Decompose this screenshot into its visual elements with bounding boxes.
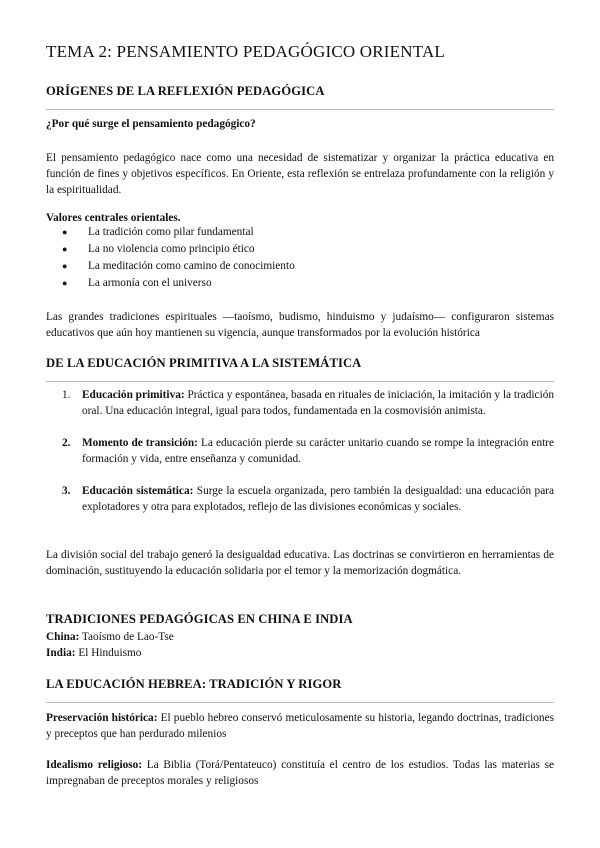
- values-block: [46, 212, 554, 292]
- section-heading: LA EDUCACIÓN HEBREA: TRADICIÓN Y RIGOR: [46, 677, 342, 691]
- values-list: [46, 224, 554, 292]
- intro-paragraph: [46, 150, 554, 198]
- closing-paragraph: [46, 309, 554, 341]
- item-number: 1.: [62, 389, 71, 401]
- item-term: Educación sistemática:: [82, 485, 194, 497]
- paragraph-text: [46, 710, 554, 742]
- item-term: Educación primitiva:: [82, 389, 185, 401]
- china-value: Taoísmo de Lao-Tse: [79, 631, 174, 643]
- section-heading: DE LA EDUCACIÓN PRIMITIVA A LA SISTEMÁTICA: [46, 356, 362, 370]
- section-heading: ORÍGENES DE LA REFLEXIÓN PEDAGÓGICA: [46, 84, 325, 98]
- values-title: Valores centrales orientales.: [46, 212, 181, 224]
- item-text: Práctica y espontánea, basada en rituales de iniciación, la imitación y la tradición oral. Una educación integral, igual para todos, fundamentada en la cosmovisión animista.: [82, 389, 555, 417]
- paragraph-label: Idealismo religioso:: [46, 759, 143, 771]
- list-item: ● La tradición como pilar fundamental: [46, 224, 554, 241]
- list-item: [46, 387, 554, 419]
- division-paragraph: [46, 547, 554, 579]
- item-text: Surge la escuela organizada, pero también la desigualdad: una educación para explotadores y otra para explotados, reflejo de las divisiones económicas y sociales.: [82, 485, 554, 513]
- item-number: 3.: [62, 485, 71, 497]
- india-value: El Hinduismo: [75, 647, 142, 659]
- preservation-paragraph: [46, 710, 554, 742]
- section-primitiva: [46, 356, 554, 382]
- item-number: 2.: [62, 437, 71, 449]
- paragraph-text: Las grandes tradiciones espirituales —taoísmo, budismo, hinduismo y judaísmo— configuraron sistemas educativos que aún hoy mantienen su vigencia, aunque transformados por la evolución histórica: [46, 311, 554, 339]
- paragraph-text: La división social del trabajo generó la desigualdad educativa. Las doctrinas se convirtieron en herramientas de dominación, sustituyendo la educación solidaria por el temor y la memorización dogmática.: [46, 549, 554, 577]
- section-divider: [46, 109, 554, 110]
- list-item: [46, 483, 554, 515]
- question-heading: [46, 118, 554, 130]
- china-label: China:: [46, 631, 80, 643]
- paragraph-body: El pueblo hebreo conservó meticulosamente su historia, legando doctrinas, tradiciones y preceptos que han perdurado milenios: [46, 712, 554, 740]
- paragraph-body: La Biblia (Torá/Pentateuco) constituía el centro de los estudios. Todas las materias se impregnaban de preceptos morales y religiosos: [46, 759, 554, 787]
- item-text: La educación pierde su carácter unitario cuando se rompe la integración entre formación y vida, entre enseñanza y comunidad.: [82, 437, 555, 465]
- section-origenes: [46, 84, 554, 110]
- paragraph-text: [46, 757, 554, 789]
- list-item: ● La armonía con el universo: [46, 275, 554, 292]
- numbered-list: [46, 387, 554, 515]
- list-item: [46, 435, 554, 467]
- idealism-paragraph: [46, 757, 554, 789]
- india-label: India:: [46, 647, 76, 659]
- list-item: ● La no violencia como principio ético: [46, 241, 554, 258]
- india-line: [46, 645, 554, 661]
- section-divider: [46, 702, 554, 703]
- item-term: Momento de transición:: [82, 437, 198, 449]
- section-hebrea: [46, 677, 554, 703]
- paragraph-text: El pensamiento pedagógico nace como una necesidad de sistematizar y organizar la práctica educativa en función de fines y objetivos específicos. En Oriente, esta reflexión se entrelaza profundamente con la religión y la espiritualidad.: [46, 152, 554, 196]
- section-heading: TRADICIONES PEDAGÓGICAS EN CHINA E INDIA: [46, 612, 353, 626]
- list-item: ● La meditación como camino de conocimiento: [46, 258, 554, 275]
- question-text: ¿Por qué surge el pensamiento pedagógico?: [46, 118, 256, 130]
- page-title: TEMA 2: PENSAMIENTO PEDAGÓGICO ORIENTAL: [46, 42, 446, 61]
- section-divider: [46, 381, 554, 382]
- stages-list: [46, 387, 554, 515]
- china-line: [46, 629, 554, 645]
- paragraph-label: Preservación histórica:: [46, 712, 158, 724]
- section-china-india: [46, 612, 554, 661]
